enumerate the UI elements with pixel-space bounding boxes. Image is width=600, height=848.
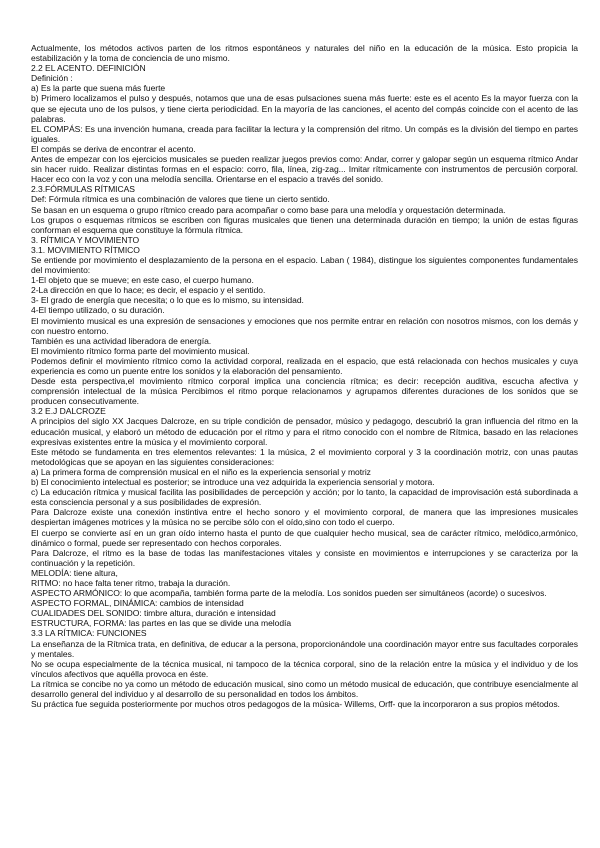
aspecto-formal-line: ASPECTO FORMAL, DINÁMICA: cambios de intensidad	[31, 598, 244, 609]
compas-note: El compás se deriva de encontrar el acento.	[31, 143, 196, 154]
movimiento-musical-paragraph: El movimiento musical es una expresión de sensaciones y emociones que nos permite entrar en relación con nosotros mismos, con los demás y con nuestro entorno.	[31, 315, 578, 336]
ensenanza-paragraph: La enseñanza de la Rítmica trata, en definitiva, de educar a la persona, proporcionándole una coordinación mayor entre sus facultades corporales y mentales.	[31, 638, 578, 659]
formula-definition: Def: Fórmula rítmica es una combinación de valores que tiene un cierto sentido.	[31, 194, 330, 205]
laban-paragraph: Se entiende por movimiento el desplazamiento de la persona en el espacio. Laban ( 1984), distingue los siguientes componentes fundamentales del movimiento:	[31, 254, 578, 276]
ritmo-base-paragraph: Para Dalcroze, el ritmo es la base de todas las manifestaciones vitales y consiste en movimientos e interrupciones y se caracteriza por la continuación y la repetición.	[31, 547, 578, 568]
intro-paragraph: Actualmente, los métodos activos parten de los ritmos espontáneos y naturales del niño en la educación de la música. Esto propicia la estabilización y la toma de conciencia de uno mismo.	[31, 43, 578, 64]
aspecto-armonico-paragraph: ASPECTO ARMÓNICO: lo que acompaña, también forma parte de la melodía. Los sonidos pueden ser simultáneos (acorde) o sucesivos.	[31, 588, 547, 599]
tecnica-paragraph: No se ocupa especialmente de la técnica musical, ni tampoco de la técnica corporal, sino de la relación entre la música y el individuo y de los vínculos afectivos que aquélla provoca en éste.	[31, 658, 578, 679]
energia-line: También es una actividad liberadora de energía.	[31, 335, 212, 346]
section-heading-movimiento-ritmico: 3.1. MOVIMIENTO RÍTMICO	[31, 244, 140, 255]
component-item-3: 3- El grado de energía que necesita; o lo que es lo mismo, su intensidad.	[31, 295, 304, 306]
component-item-1: 1-El objeto que se mueve; en este caso, el cuerpo humano.	[31, 275, 254, 286]
juegos-paragraph: Antes de empezar con los ejercicios musicales se pueden realizar juegos previos como: Andar, correr y galopar según un esquema rítmico Andar sin hacer ruido. Realizar distintas formas en el espacio: corro, fila, línea, zig-zag... Imitar rítmicamente con instrumentos de percusión corporal. Hacer eco con la voz y con una melodía sencilla. Orientarse en el espacio a través del sonido.	[31, 154, 578, 185]
section-heading-ritmica-movimiento: 3. RÍTMICA Y MOVIMIENTO	[31, 234, 140, 245]
definition-label: Definición :	[31, 73, 73, 84]
definition-item-b: b) Primero localizamos el pulso y después, notamos que una de esas pulsaciones suena más fuerte: este es el acento Es la mayor fuerza con la que se ejecuta uno de los pulsos, y tiene cierta periodicidad. En la mayoría de las canciones, el acento del compás coincide con el acento de las palabras.	[31, 93, 578, 124]
cuerpo-paragraph: El cuerpo se convierte así en un gran oído interno hasta el punto de que cualquier hecho musical, sea de carácter rítmico, melódico,armónico, dinámico o formal, puede ser representado con hechos corporales.	[31, 527, 578, 548]
practica-paragraph: Su práctica fue seguida posteriormente por muchos otros pedagogos de la música- Willems, Orff- que la incorporaron a sus propios métodos.	[31, 699, 560, 710]
section-heading-acento: 2.2 EL ACENTO. DEFINICIÓN	[31, 63, 146, 74]
concepcion-paragraph: La rítmica se concibe no ya como un método de educación musical, sino como un método musical de educación, que contribuye esencialmente al desarrollo general del individuo y al desarrollo de su personalidad en todos los ámbitos.	[31, 678, 578, 699]
estructura-line: ESTRUCTURA, FORMA: las partes en las que se divide una melodía	[31, 618, 292, 629]
dalcroze-intro-paragraph: A principios del siglo XX Jacques Dalcroze, en su triple condición de pensador, músico y pedagogo, descubrió la gran influencia del ritmo en la educación musical, y elaboró un método de educación por el ritmo y para el ritmo conocido con el nombre de Rítmica, basado en las relaciones expresivas existentes entre la música y el movimiento corporal.	[31, 416, 578, 447]
melodia-line: MELODÍA: tiene altura,	[31, 567, 118, 578]
formula-paragraph-2: Los grupos o esquemas rítmicos se escriben con figuras musicales que tienen una determinada duración en tiempo; la unión de estas figuras conforman el esquema que constituye la fórmula rítmica.	[31, 214, 578, 235]
consideracion-item-a: a) La primera forma de comprensión musical en el niño es la experiencia sensorial y motriz	[31, 466, 371, 477]
movimiento-ritmico-line: El movimiento rítmico forma parte del movimiento musical.	[31, 345, 250, 356]
ritmo-line: RITMO: no hace falta tener ritmo, trabaja la duración.	[31, 577, 231, 588]
section-heading-funciones: 3.3 LA RÍTMICA: FUNCIONES	[31, 628, 147, 639]
section-heading-formulas: 2.3.FÓRMULAS RÍTMICAS	[31, 184, 135, 195]
compas-paragraph: EL COMPÁS: Es una invención humana, creada para facilitar la lectura y la comprensión del ritmo. Un compás es la división del tiempo en partes iguales.	[31, 123, 578, 144]
cualidades-line: CUALIDADES DEL SONIDO: timbre altura, duración e intensidad	[31, 608, 276, 619]
component-item-2: 2-La dirección en que lo hace; es decir, el espacio y el sentido.	[31, 285, 266, 296]
definicion-movimiento-paragraph: Podemos definir el movimiento rítmico como la actividad corporal, realizada en el espacio, que está relacionada con hechos musicales y cuya experiencia es como un puente entre los sonidos y la elaboración del pensamiento.	[31, 355, 578, 376]
section-heading-dalcroze: 3.2 E.J DALCROZE	[31, 406, 106, 417]
component-item-4: 4-El tiempo utilizado, o su duración.	[31, 305, 165, 316]
conexion-paragraph: Para Dalcroze existe una conexión instintiva entre el hecho sonoro y el movimiento corporal, de manera que las impresiones musicales despiertan imágenes motrices y la música no se percibe sólo con el oído,sino con todo el cuerpo.	[31, 507, 578, 528]
formula-paragraph-1: Se basan en un esquema o grupo rítmico creado para acompañar o como base para una melodía y orquestación determinada.	[31, 204, 506, 215]
metodo-paragraph: Este método se fundamenta en tres elementos relevantes: 1 la música, 2 el movimiento corporal y 3 la coordinación motriz, con unas pautas metodológicas que se apoyan en las siguientes consideraciones:	[31, 446, 578, 467]
perspectiva-paragraph: Desde esta perspectiva,el movimiento rítmico corporal implica una conciencia rítmica; es decir: recepción auditiva, escucha afectiva y comprensión intelectual de la música Percibimos el ritmo porque relacionamos y agrupamos diferentes duraciones de los sonidos que se producen consecutivamente.	[31, 376, 578, 407]
consideracion-item-c: c) La educación rítmica y musical facilita las posibilidades de percepción y acción; por lo tanto, la capacidad de improvisación está subordinada a esta consciencia personal y a sus posibilidades de expresión.	[31, 487, 578, 508]
definition-item-a: a) Es la parte que suena más fuerte	[31, 83, 166, 94]
consideracion-item-b: b) El conocimiento intelectual es posterior; se introduce una vez adquirida la experiencia sensorial y motora.	[31, 477, 435, 488]
